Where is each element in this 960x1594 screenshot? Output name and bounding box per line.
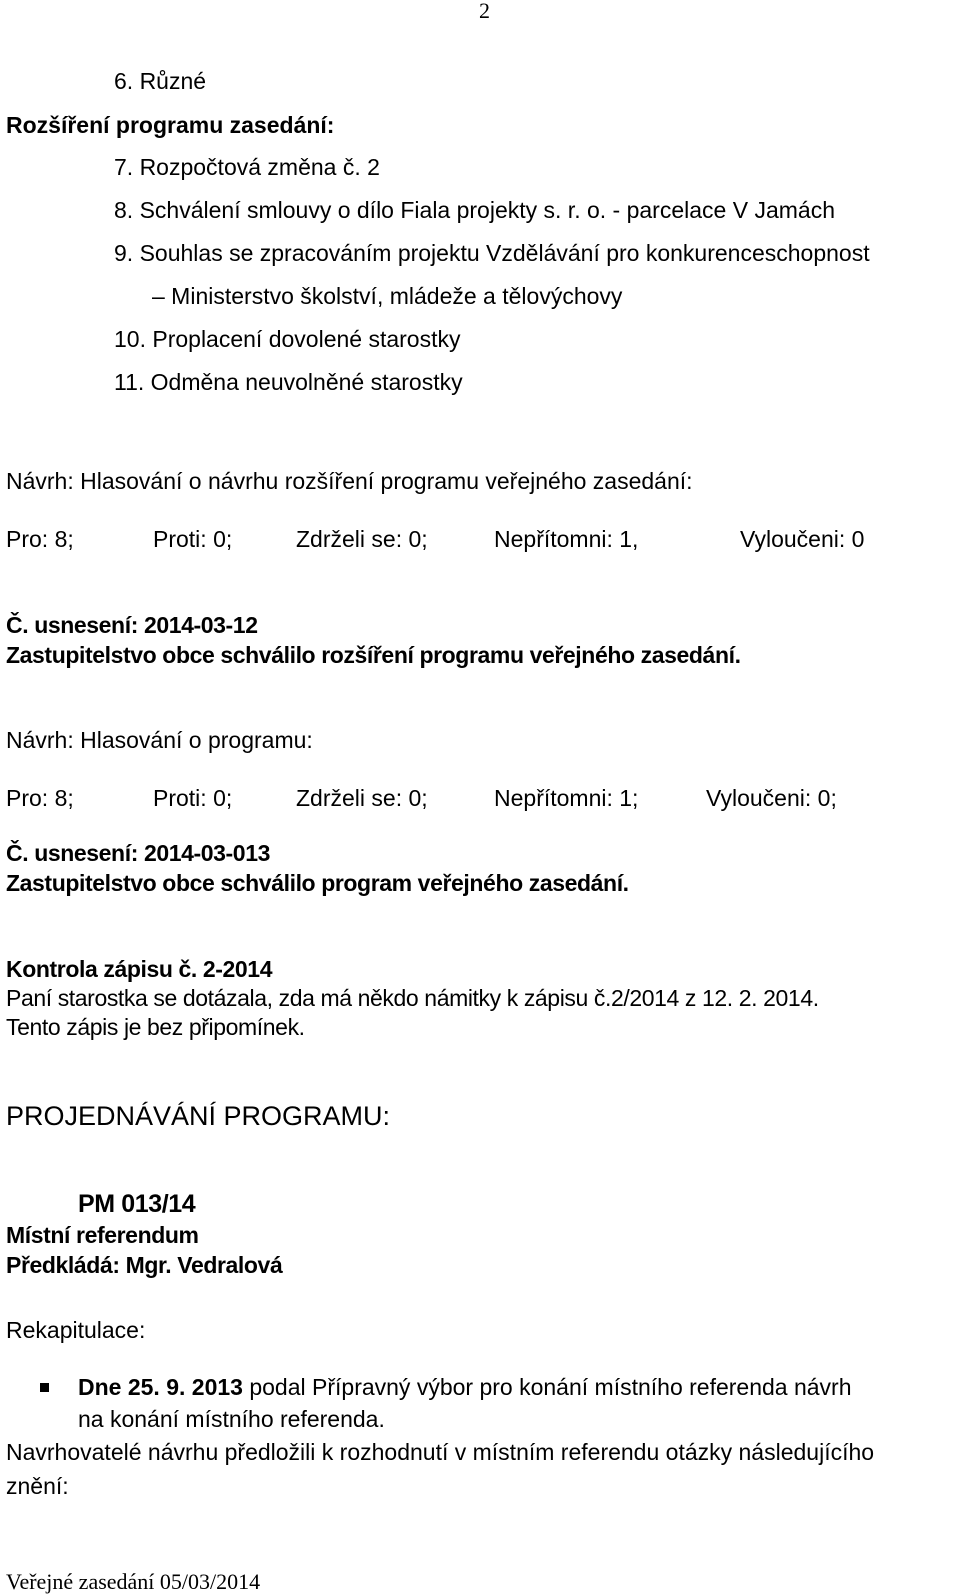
- vote1-results: [0, 528, 960, 556]
- agenda-item-9-continued: – Ministerstvo školství, mládeže a tělovýchovy: [152, 283, 623, 309]
- bullet-square-icon: [40, 1383, 49, 1392]
- bullet-text: podal Přípravný výbor pro konání místního referenda návrh: [242, 1374, 852, 1400]
- vote1-zdrzeli: Zdrželi se: 0;: [296, 526, 428, 552]
- page-footer: Veřejné zasedání 05/03/2014: [6, 1569, 261, 1594]
- vote2-proti: Proti: 0;: [153, 785, 233, 811]
- minutes-check-line2: Tento zápis je bez připomínek.: [6, 1014, 305, 1040]
- vote2-results: [0, 787, 960, 815]
- vote2-vylouceni: Vyloučeni: 0;: [706, 785, 837, 811]
- vote1-proti: Proti: 0;: [153, 526, 233, 552]
- paragraph-line1: Navrhovatelé návrhu předložili k rozhodnutí v místním referendu otázky následujícího: [6, 1439, 875, 1465]
- vote2-pro: Pro: 8;: [6, 785, 74, 811]
- vote1-nepritomni: Nepřítomni: 1,: [494, 526, 639, 552]
- paragraph-line2: znění:: [6, 1473, 69, 1499]
- vote2-zdrzeli: Zdrželi se: 0;: [296, 785, 428, 811]
- vote1-pro: Pro: 8;: [6, 526, 74, 552]
- agenda-item-6: 6. Různé: [114, 68, 207, 94]
- vote2-proposal: Návrh: Hlasování o programu:: [6, 727, 313, 753]
- vote2-resolution-number: Č. usnesení: 2014-03-013: [6, 840, 270, 866]
- vote2-resolution-text: Zastupitelstvo obce schválilo program veřejného zasedání.: [6, 870, 629, 896]
- pm-title: Místní referendum: [6, 1222, 199, 1248]
- section-heading: PROJEDNÁVÁNÍ PROGRAMU:: [6, 1101, 391, 1131]
- agenda-item-11: 11. Odměna neuvolněné starostky: [114, 369, 463, 395]
- bullet-item: [78, 1376, 852, 1399]
- vote2-nepritomni: Nepřítomni: 1;: [494, 785, 639, 811]
- recap-label: Rekapitulace:: [6, 1317, 146, 1343]
- minutes-check-line1: Paní starostka se dotázala, zda má někdo námitky k zápisu č.2/2014 z 12. 2. 2014.: [6, 985, 819, 1011]
- agenda-item-10: 10. Proplacení dovolené starostky: [114, 326, 461, 352]
- agenda-item-9: 9. Souhlas se zpracováním projektu Vzdělávání pro konkurenceschopnost: [114, 240, 870, 266]
- agenda-item-7: 7. Rozpočtová změna č. 2: [114, 154, 380, 180]
- pm-presenter: Předkládá: Mgr. Vedralová: [6, 1252, 283, 1278]
- bullet-date: Dne 25. 9. 2013: [78, 1374, 243, 1400]
- vote1-proposal: Návrh: Hlasování o návrhu rozšíření programu veřejného zasedání:: [6, 468, 693, 494]
- vote1-vylouceni: Vyloučeni: 0: [740, 526, 865, 552]
- extension-heading: Rozšíření programu zasedání:: [6, 112, 335, 138]
- bullet-item-line2: na konání místního referenda.: [78, 1406, 385, 1432]
- minutes-check-heading: Kontrola zápisu č. 2-2014: [6, 956, 273, 982]
- vote1-resolution-text: Zastupitelstvo obce schválilo rozšíření programu veřejného zasedání.: [6, 642, 741, 668]
- page-number: 2: [479, 0, 490, 23]
- agenda-item-8: 8. Schválení smlouvy o dílo Fiala projekty s. r. o. - parcelace V Jamách: [114, 197, 835, 223]
- pm-code: PM 013/14: [78, 1190, 196, 1218]
- vote1-resolution-number: Č. usnesení: 2014-03-12: [6, 612, 258, 638]
